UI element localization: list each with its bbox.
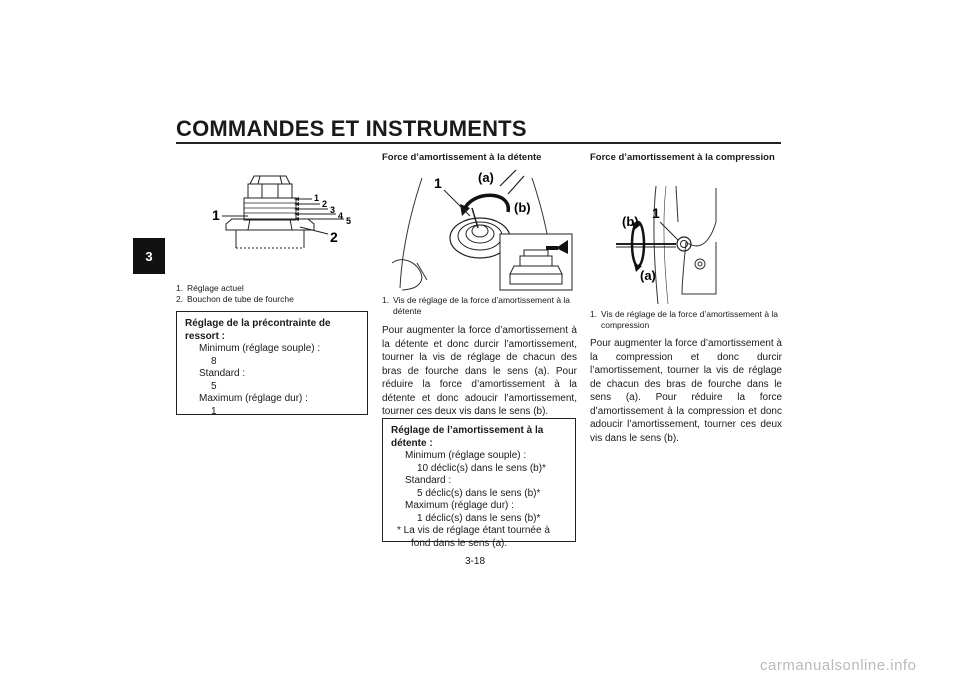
spec-line: Standard :	[405, 475, 452, 486]
compression-adjuster-illustration	[590, 182, 782, 307]
figure-label: 5	[346, 216, 352, 226]
figure-label: 2	[330, 229, 338, 245]
page-number: 3-18	[465, 556, 486, 567]
rebound-adjuster-illustration	[382, 168, 577, 293]
spec-box-title: Réglage de la précontrainte de ressort :	[185, 318, 331, 342]
spec-line: 1	[211, 405, 217, 417]
figure-label: (a)	[478, 170, 494, 185]
spec-line: Maximum (réglage dur) :	[199, 393, 308, 404]
section-title-rebound: Force d’amortissement à la détente	[382, 152, 542, 163]
spec-line: 10 déclic(s) dans le sens (b)*	[417, 462, 546, 474]
header-rule	[176, 142, 781, 144]
rebound-spec-box	[382, 418, 576, 549]
spec-note: fond dans le sens (a).	[411, 537, 508, 549]
caption-item: 1. Vis de réglage de la force d’amortissement à la détente	[382, 295, 571, 316]
figure-label: 3	[330, 205, 336, 215]
figure-label: 1	[434, 175, 442, 191]
rebound-body-text: Pour augmenter la force d’amortissement à la détente et donc durcir l’amortissement, tourner la vis de réglage de chacun des bras de fourche dans le sens (a). Pour réduire la force d’amortissement à la détente et donc adoucir l’amortissement, tourner ces deux vis dans le sens (b).	[382, 325, 577, 417]
figure-caption	[590, 309, 782, 330]
preload-adjuster-illustration	[200, 172, 370, 272]
caption-item: 2. Bouchon de tube de fourche	[176, 293, 294, 304]
spec-line: 8	[211, 355, 217, 367]
spec-line: Standard :	[199, 368, 246, 379]
spec-line: 1 déclic(s) dans le sens (b)*	[417, 512, 541, 524]
caption-item: 1. Réglage actuel	[176, 283, 244, 293]
figure-captions	[176, 283, 366, 304]
section-title-compression: Force d’amortissement à la compression	[590, 152, 775, 163]
figure-caption	[382, 295, 577, 316]
spec-line: Minimum (réglage souple) :	[199, 343, 321, 354]
spec-line: 5 déclic(s) dans le sens (b)*	[417, 487, 541, 499]
figure-label: 4	[338, 211, 344, 221]
figure-label: 1	[652, 205, 660, 221]
spec-line: Minimum (réglage souple) :	[405, 450, 527, 461]
spec-note: * La vis de réglage étant tournée à	[397, 525, 550, 536]
figure-label: 1	[314, 193, 320, 203]
compression-body-text: Pour augmenter la force d’amortissement à la compression et donc durcir l’amortissement, tourner la vis de réglage de chacun des bras de fourche dans le sens (a). Pour réduire la force d’amortissement à la compression et donc adoucir l’amortissement, tourner ces deux vis dans le sens (b).	[590, 338, 782, 444]
spec-line: Maximum (réglage dur) :	[405, 500, 514, 511]
preload-spec-box	[176, 311, 368, 415]
figure-label: 1	[212, 207, 220, 223]
figure-label: (b)	[622, 214, 639, 229]
caption-item: 1. Vis de réglage de la force d’amortissement à la compression	[590, 309, 779, 330]
spec-line: 5	[211, 380, 217, 392]
figure-label: (b)	[514, 200, 531, 215]
page-title: COMMANDES ET INSTRUMENTS	[176, 116, 527, 141]
spec-box-title: Réglage de l’amortissement à la détente :	[391, 425, 544, 449]
watermark-footer: carmanualsonline.info	[760, 657, 917, 674]
chapter-tab: 3	[133, 238, 165, 274]
figure-label: (a)	[640, 268, 656, 283]
figure-label: 2	[322, 199, 328, 209]
